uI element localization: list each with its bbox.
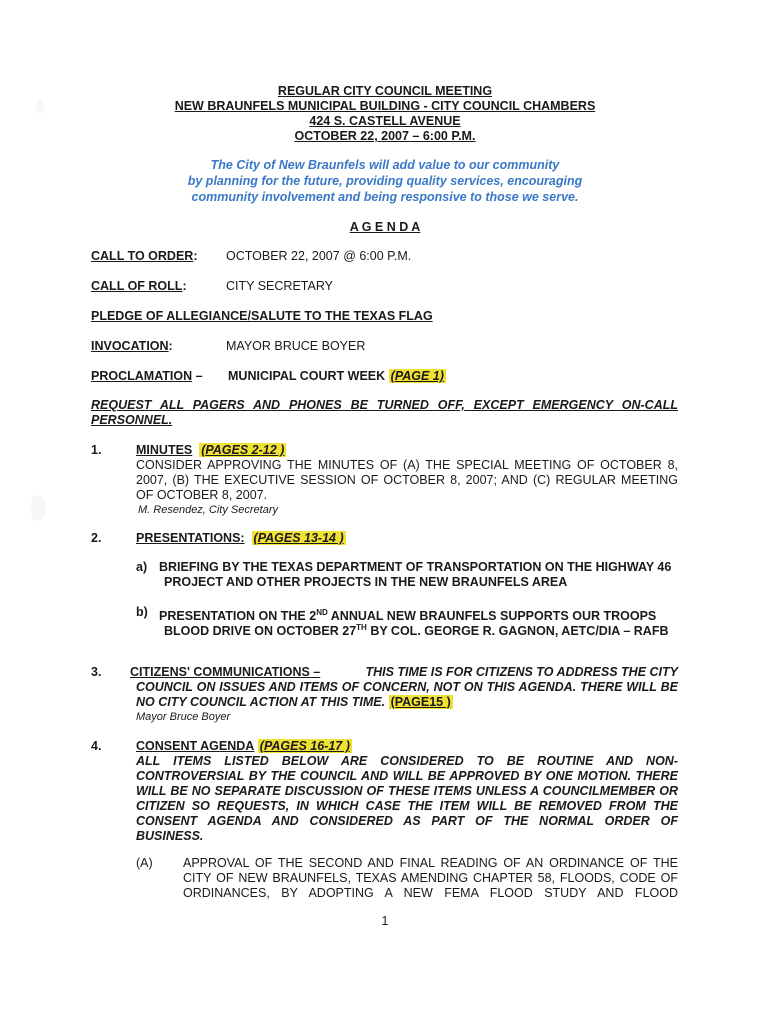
proclamation-value: MUNICIPAL COURT WEEK [228, 369, 386, 383]
request-line-1: REQUEST ALL PAGERS AND PHONES BE TURNED OFF, EXCEPT EMERGENCY ON-CALL [91, 398, 678, 412]
invocation-value: MAYOR BRUCE BOYER [226, 339, 366, 353]
mission-line-2: by planning for the future, providing quality services, encouraging [187, 174, 583, 188]
item-2b-line-2 [164, 620, 669, 639]
pledge-heading: PLEDGE OF ALLEGIANCE/SALUTE TO THE TEXAS FLAG [91, 309, 433, 323]
item-3-line-2: COUNCIL ON ISSUES AND ITEMS OF CONCERN, NOT ON THIS AGENDA. THERE WILL BE [136, 680, 678, 694]
item-4a-line-2: CITY OF NEW BRAUNFELS, TEXAS AMENDING CHAPTER 58, FLOODS, CODE OF [183, 871, 678, 885]
item-2-heading [136, 531, 346, 546]
item-2b-label: b) [136, 605, 148, 619]
item-2b-line-2-post: BY COL. GEORGE R. GAGNON, AETC/DIA – RAFB [366, 624, 669, 639]
item-4-line-3: WILL BE NO SEPARATE DISCUSSION OF THESE ITEMS UNLESS A COUNCILMEMBER OR [136, 784, 678, 798]
item-3-title: CITIZENS' COMMUNICATIONS [130, 665, 310, 679]
item-4a-line-3: ORDINANCES, BY ADOPTING A NEW FEMA FLOOD STUDY AND FLOOD [183, 886, 678, 900]
mission-line-3: community involvement and being responsive to those we serve. [191, 190, 579, 204]
call-to-order-row: CALL TO ORDER: [91, 249, 198, 263]
agenda-title: A G E N D A [349, 220, 421, 234]
call-of-roll-row: CALL OF ROLL: [91, 279, 187, 293]
meeting-location: NEW BRAUNFELS MUNICIPAL BUILDING - CITY COUNCIL CHAMBERS [174, 99, 596, 113]
invocation-label: INVOCATION [91, 339, 169, 353]
item-3-line-3 [136, 695, 453, 710]
call-of-roll-value: CITY SECRETARY [226, 279, 333, 293]
item-4-line-1: ALL ITEMS LISTED BELOW ARE CONSIDERED TO BE ROUTINE AND NON- [136, 754, 678, 768]
item-2b-line-2-pre: BLOOD DRIVE ON OCTOBER 27 [164, 624, 357, 639]
item-3-line-3-text: NO CITY COUNCIL ACTION AT THIS TIME. [136, 695, 386, 709]
item-2a-line-1: BRIEFING BY THE TEXAS DEPARTMENT OF TRANSPORTATION ON THE HIGHWAY 46 [159, 560, 672, 574]
proclamation-row: PROCLAMATION – [91, 369, 203, 383]
meeting-title: REGULAR CITY COUNCIL MEETING [277, 84, 493, 98]
invocation-row: INVOCATION: [91, 339, 173, 353]
proclamation-label: PROCLAMATION [91, 369, 193, 383]
item-1-author: M. Resendez, City Secretary [138, 504, 278, 516]
item-2b-sup-1: ND [316, 608, 328, 617]
meeting-date: OCTOBER 22, 2007 – 6:00 P.M. [294, 129, 476, 143]
item-1-line-1: CONSIDER APPROVING THE MINUTES OF (A) THE SPECIAL MEETING OF OCTOBER 8, [136, 458, 678, 472]
mission-line-1: The City of New Braunfels will add value to our community [210, 158, 560, 172]
call-to-order-value: OCTOBER 22, 2007 @ 6:00 P.M. [226, 249, 412, 263]
item-3-line-1-rest: THIS TIME IS FOR CITIZENS TO ADDRESS THE CITY [365, 665, 678, 679]
item-2b-line-1-pre: PRESENTATION ON THE 2 [159, 609, 317, 624]
proclamation-page-ref: (PAGE 1) [390, 369, 444, 383]
item-4-line-2: CONTROVERSIAL BY THE COUNCIL AND WILL BE APPROVED BY ONE MOTION. THERE [136, 769, 678, 783]
page-number: 1 [381, 914, 389, 928]
item-4-page-ref: (PAGES 16-17 ) [259, 739, 350, 753]
item-4a-label: (A) [136, 856, 153, 870]
item-2b-sup-2: TH [356, 623, 367, 632]
item-4-title: CONSENT AGENDA [136, 739, 255, 753]
item-3-line-1 [130, 665, 678, 680]
item-4-heading [136, 739, 352, 754]
item-2-page-ref: (PAGES 13-14 ) [253, 531, 344, 545]
item-4-number: 4. [91, 739, 102, 753]
item-2a-label: a) [136, 560, 148, 574]
meeting-address: 424 S. CASTELL AVENUE [309, 114, 461, 128]
item-1-page-ref: (PAGES 2-12 ) [201, 443, 285, 457]
item-3-number: 3. [91, 665, 102, 679]
request-line-2: PERSONNEL. [91, 413, 173, 427]
item-1-number: 1. [91, 443, 102, 457]
item-1-line-3: OF OCTOBER 8, 2007. [136, 488, 268, 502]
item-2b-line-1-post: ANNUAL NEW BRAUNFELS SUPPORTS OUR TROOPS [327, 609, 657, 624]
item-1-title: MINUTES [136, 443, 193, 457]
proclamation-value-row [228, 369, 446, 384]
item-2-title: PRESENTATIONS: [136, 531, 245, 545]
call-of-roll-label: CALL OF ROLL [91, 279, 183, 293]
item-3-author: Mayor Bruce Boyer [136, 711, 231, 723]
item-4a-line-1: APPROVAL OF THE SECOND AND FINAL READING OF AN ORDINANCE OF THE [183, 856, 678, 870]
item-1-heading [136, 443, 286, 458]
item-1-line-2: 2007, (B) THE EXECUTIVE SESSION OF OCTOBER 8, 2007; AND (C) REGULAR MEETING [136, 473, 678, 487]
item-3-dash: – [309, 665, 321, 679]
call-to-order-label: CALL TO ORDER [91, 249, 194, 263]
item-2-number: 2. [91, 531, 102, 545]
item-3-page-ref: (PAGE15 ) [390, 695, 451, 709]
item-4-line-4: CITIZEN SO REQUESTS, IN WHICH CASE THE ITEM WILL BE REMOVED FROM THE [136, 799, 678, 813]
item-4-line-5: CONSENT AGENDA AND CONSIDERED AS PART OF THE NORMAL ORDER OF [136, 814, 678, 828]
item-2a-line-2: PROJECT AND OTHER PROJECTS IN THE NEW BRAUNFELS AREA [164, 575, 568, 589]
scan-mark [30, 495, 46, 521]
item-4-line-6: BUSINESS. [136, 829, 204, 843]
